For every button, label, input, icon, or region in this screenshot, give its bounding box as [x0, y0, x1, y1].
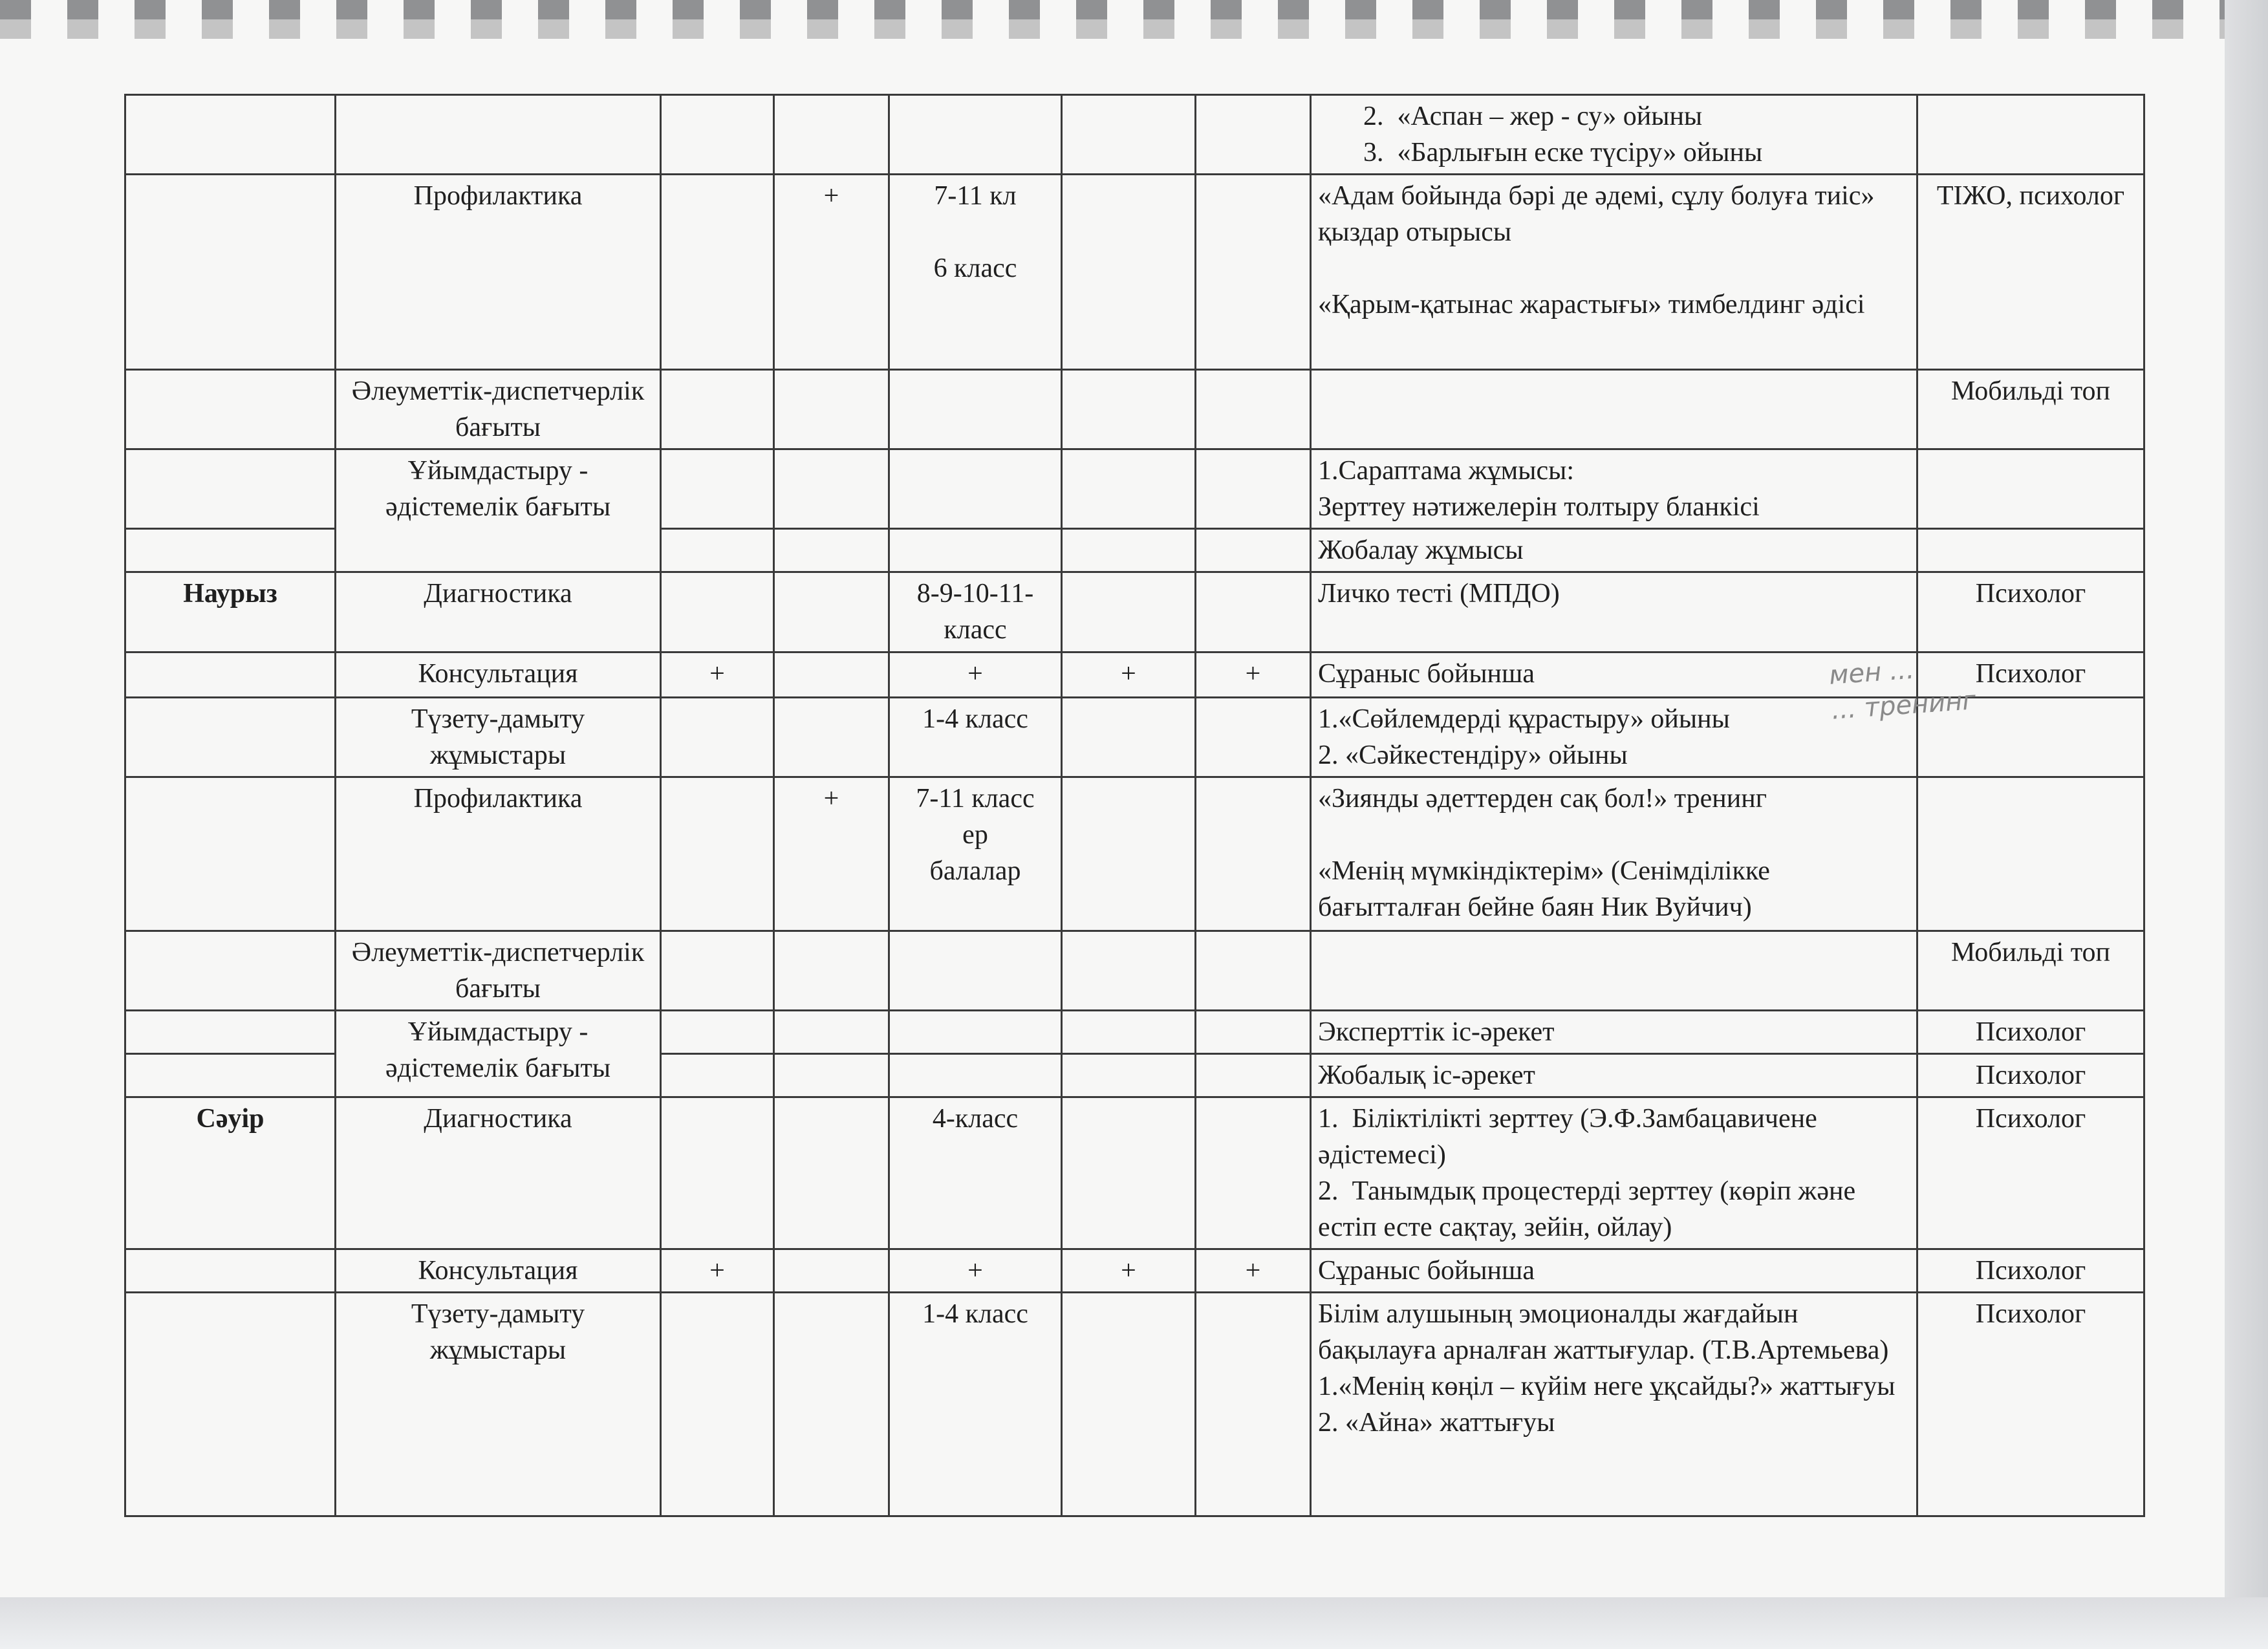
- mark-cell: [1062, 449, 1196, 529]
- table-row: [125, 777, 2144, 931]
- grade-text: 7-11 класс: [916, 784, 1035, 814]
- direction-cell: Әлеуметтік-диспетчерлік бағыты: [336, 931, 661, 1011]
- mark-cell: [1062, 529, 1196, 572]
- mark-cell: [1196, 175, 1311, 370]
- content-cell: [1311, 1097, 1917, 1249]
- mark-cell: [661, 95, 774, 175]
- game-item: 2. «Аспан – жер - су» ойыны: [1363, 102, 1703, 131]
- responsible-cell: Психолог: [1917, 1097, 2144, 1249]
- mark-cell: [1196, 931, 1311, 1011]
- mark-cell: [1062, 175, 1196, 370]
- mark-cell: [774, 1011, 889, 1054]
- content-cell: [1311, 449, 1917, 529]
- responsible-cell: Психолог: [1917, 1249, 2144, 1293]
- content-text: 2. «Сәйкестендіру» ойыны: [1318, 740, 1628, 770]
- mark-cell: [1196, 95, 1311, 175]
- direction-cell: Профилактика: [336, 175, 661, 370]
- grade-cell: [889, 777, 1062, 931]
- grade-cell: 4-класс: [889, 1097, 1062, 1249]
- mark-cell: [1196, 449, 1311, 529]
- grade-text: 6 класс: [933, 253, 1017, 283]
- content-cell: [1311, 777, 1917, 931]
- month-cell: [125, 698, 336, 777]
- grade-cell: [889, 1011, 1062, 1054]
- handwritten-line: ... тренинг: [1830, 685, 1977, 726]
- mark-cell: [1062, 1011, 1196, 1054]
- direction-cell: Түзету-дамыту жұмыстары: [336, 698, 661, 777]
- mark-cell: [774, 95, 889, 175]
- mark-cell: [1062, 1097, 1196, 1249]
- content-text: «Зиянды әдеттерден сақ бол!» тренинг: [1318, 784, 1767, 814]
- content-cell: Личко тесті (МПДО): [1311, 572, 1917, 652]
- content-cell: [1311, 698, 1917, 777]
- grade-text: ер: [962, 820, 988, 850]
- direction-cell: Ұйымдастыру - әдістемелік бағыты: [336, 449, 661, 572]
- mark-cell: [1062, 370, 1196, 449]
- content-text: Зерттеу нәтижелерін толтыру бланкісі: [1318, 492, 1760, 522]
- mark-cell: [774, 1293, 889, 1516]
- responsible-cell: ТІЖО, психолог: [1917, 175, 2144, 370]
- responsible-cell: Психолог: [1917, 572, 2144, 652]
- table-row: [125, 95, 2144, 175]
- spacer: [1318, 250, 1910, 286]
- grade-cell: [889, 95, 1062, 175]
- grade-cell: 1-4 класс: [889, 1293, 1062, 1516]
- mark-cell: [1196, 1293, 1311, 1516]
- month-cell: [125, 777, 336, 931]
- grade-text: 7-11 кл: [934, 181, 1017, 211]
- month-cell: [125, 652, 336, 698]
- content-cell: Жобалық іс-әрекет: [1311, 1054, 1917, 1097]
- plus-mark: +: [1196, 652, 1311, 698]
- content-cell: [1311, 931, 1917, 1011]
- content-text: «Адам бойында бәрі де әдемі, сұлу болуға тиіс» қыздар отырысы: [1318, 181, 1875, 247]
- plus-mark: +: [661, 652, 774, 698]
- responsible-cell: Мобильді топ: [1917, 931, 2144, 1011]
- handwritten-note: [1828, 648, 1977, 727]
- mark-cell: [661, 1011, 774, 1054]
- plus-mark: +: [1062, 652, 1196, 698]
- mark-cell: [1196, 698, 1311, 777]
- content-text: 2. «Айна» жаттығуы: [1318, 1408, 1555, 1438]
- month-cell: Наурыз: [125, 572, 336, 652]
- responsible-cell: [1917, 777, 2144, 931]
- month-cell: [125, 529, 336, 572]
- mark-cell: [661, 931, 774, 1011]
- table-row: [125, 1249, 2144, 1293]
- mark-cell: [661, 1293, 774, 1516]
- grade-cell: 8-9-10-11-класс: [889, 572, 1062, 652]
- mark-cell: [774, 931, 889, 1011]
- mark-cell: [661, 572, 774, 652]
- next-sheet-edge: [2225, 0, 2268, 1649]
- mark-cell: [1062, 95, 1196, 175]
- grade-cell: [889, 175, 1062, 370]
- content-text: 1.Сараптама жұмысы:: [1318, 456, 1575, 486]
- content-cell: [1311, 95, 1917, 175]
- month-cell: [125, 931, 336, 1011]
- responsible-cell: [1917, 529, 2144, 572]
- content-text: «Қарым-қатынас жарастығы» тимбелдинг әдісі: [1318, 290, 1865, 319]
- direction-cell: Профилактика: [336, 777, 661, 931]
- mark-cell: [1196, 1097, 1311, 1249]
- mark-cell: [661, 698, 774, 777]
- content-text: «Менің мүмкіндіктерім» (Сенімділікке бағытталған бейне баян Ник Вуйчич): [1318, 856, 1770, 922]
- month-cell: Сәуір: [125, 1097, 336, 1249]
- plus-mark: +: [889, 1249, 1062, 1293]
- month-cell: [125, 175, 336, 370]
- direction-cell: [336, 1011, 661, 1097]
- table-row: [125, 449, 2144, 529]
- mark-cell: [1062, 1293, 1196, 1516]
- table-row: [125, 1011, 2144, 1054]
- mark-cell: [1062, 572, 1196, 652]
- table-row: [125, 175, 2144, 370]
- content-text: 1.«Сөйлемдерді құрастыру» ойыны: [1318, 704, 1730, 734]
- plus-mark: +: [1062, 1249, 1196, 1293]
- responsible-cell: Психолог: [1917, 1293, 2144, 1516]
- mark-cell: [1196, 529, 1311, 572]
- direction-cell: Түзету-дамыту жұмыстары: [336, 1293, 661, 1516]
- responsible-cell: Психолог: [1917, 1011, 2144, 1054]
- direction-cell: Диагностика: [336, 572, 661, 652]
- responsible-cell: Мобильді топ: [1917, 370, 2144, 449]
- direction-cell: [336, 95, 661, 175]
- grade-cell: [889, 449, 1062, 529]
- mark-cell: [774, 1249, 889, 1293]
- table-row: [125, 370, 2144, 449]
- mark-cell: [1062, 777, 1196, 931]
- month-cell: [125, 370, 336, 449]
- mark-cell: [661, 529, 774, 572]
- month-cell: [125, 1249, 336, 1293]
- month-cell: [125, 1054, 336, 1097]
- mark-cell: [1062, 698, 1196, 777]
- mark-cell: [774, 449, 889, 529]
- mark-cell: [661, 777, 774, 931]
- mark-cell: [661, 1097, 774, 1249]
- grade-cell: [889, 370, 1062, 449]
- plus-mark: +: [1196, 1249, 1311, 1293]
- content-cell: [1311, 175, 1917, 370]
- table-row: [125, 1097, 2144, 1249]
- direction-text: Ұйымдастыру - әдістемелік бағыты: [385, 1017, 611, 1083]
- responsible-cell: Психолог: [1917, 1054, 2144, 1097]
- grade-text: балалар: [929, 856, 1021, 886]
- mark-cell: [1196, 1011, 1311, 1054]
- grade-cell: [889, 529, 1062, 572]
- plus-mark: +: [889, 652, 1062, 698]
- table-row: [125, 1293, 2144, 1516]
- mark-cell: [661, 175, 774, 370]
- handwritten-line: мен ...: [1828, 654, 1916, 691]
- direction-cell: Консультация: [336, 1249, 661, 1293]
- work-plan-table: [124, 94, 2145, 1517]
- content-text: Білім алушының эмоционалды жағдайын бақылауға арналған жаттығулар. (Т.В.Артемьева): [1318, 1299, 1889, 1365]
- mark-cell: [1196, 572, 1311, 652]
- mark-cell: [774, 652, 889, 698]
- plus-mark: +: [774, 777, 889, 931]
- grade-cell: 1-4 класс: [889, 698, 1062, 777]
- content-text: 1.«Менің көңіл – күйім неге ұқсайды?» жаттығуы: [1318, 1372, 1895, 1401]
- responsible-cell: [1917, 95, 2144, 175]
- content-cell: Жобалау жұмысы: [1311, 529, 1917, 572]
- game-item: 3. «Барлығын еске түсіру» ойыны: [1363, 138, 1763, 167]
- mark-cell: [1196, 370, 1311, 449]
- content-cell: Эксперттік іс-әрекет: [1311, 1011, 1917, 1054]
- mark-cell: [661, 370, 774, 449]
- binding-shadow: [0, 19, 2268, 39]
- content-cell: Сұраныс бойынша: [1311, 1249, 1917, 1293]
- mark-cell: [774, 572, 889, 652]
- month-cell: [125, 1011, 336, 1054]
- responsible-cell: [1917, 449, 2144, 529]
- mark-cell: [1062, 1054, 1196, 1097]
- mark-cell: [774, 529, 889, 572]
- direction-cell: Диагностика: [336, 1097, 661, 1249]
- direction-cell: Әлеуметтік-диспетчерлік бағыты: [336, 370, 661, 449]
- plus-mark: +: [661, 1249, 774, 1293]
- mark-cell: [1196, 777, 1311, 931]
- content-cell: [1311, 1293, 1917, 1516]
- mark-cell: [774, 370, 889, 449]
- month-cell: [125, 449, 336, 529]
- mark-cell: [1196, 1054, 1311, 1097]
- mark-cell: [774, 1054, 889, 1097]
- table-row: [125, 931, 2144, 1011]
- table-row: [125, 572, 2144, 652]
- mark-cell: [661, 449, 774, 529]
- responsible-cell: Психолог: [1917, 652, 2144, 698]
- direction-cell: Консультация: [336, 652, 661, 698]
- content-text: 1. Біліктілікті зерттеу (Э.Ф.Замбацавичене әдістемесі): [1318, 1104, 1817, 1170]
- mark-cell: [661, 1054, 774, 1097]
- content-text: 2. Танымдық процестерді зерттеу (көріп және естіп есте сақтау, зейін, ойлау): [1318, 1176, 1856, 1242]
- mark-cell: [774, 1097, 889, 1249]
- grade-cell: [889, 1054, 1062, 1097]
- mark-cell: [774, 698, 889, 777]
- plus-mark: +: [774, 175, 889, 370]
- spacer: [896, 214, 1054, 250]
- spacer: [1318, 817, 1910, 853]
- page-bottom-edge: [0, 1597, 2268, 1649]
- content-cell: Сұраныс бойынша: [1311, 652, 1917, 698]
- content-cell: [1311, 370, 1917, 449]
- mark-cell: [1062, 931, 1196, 1011]
- grade-cell: [889, 931, 1062, 1011]
- month-cell: [125, 1293, 336, 1516]
- month-cell: [125, 95, 336, 175]
